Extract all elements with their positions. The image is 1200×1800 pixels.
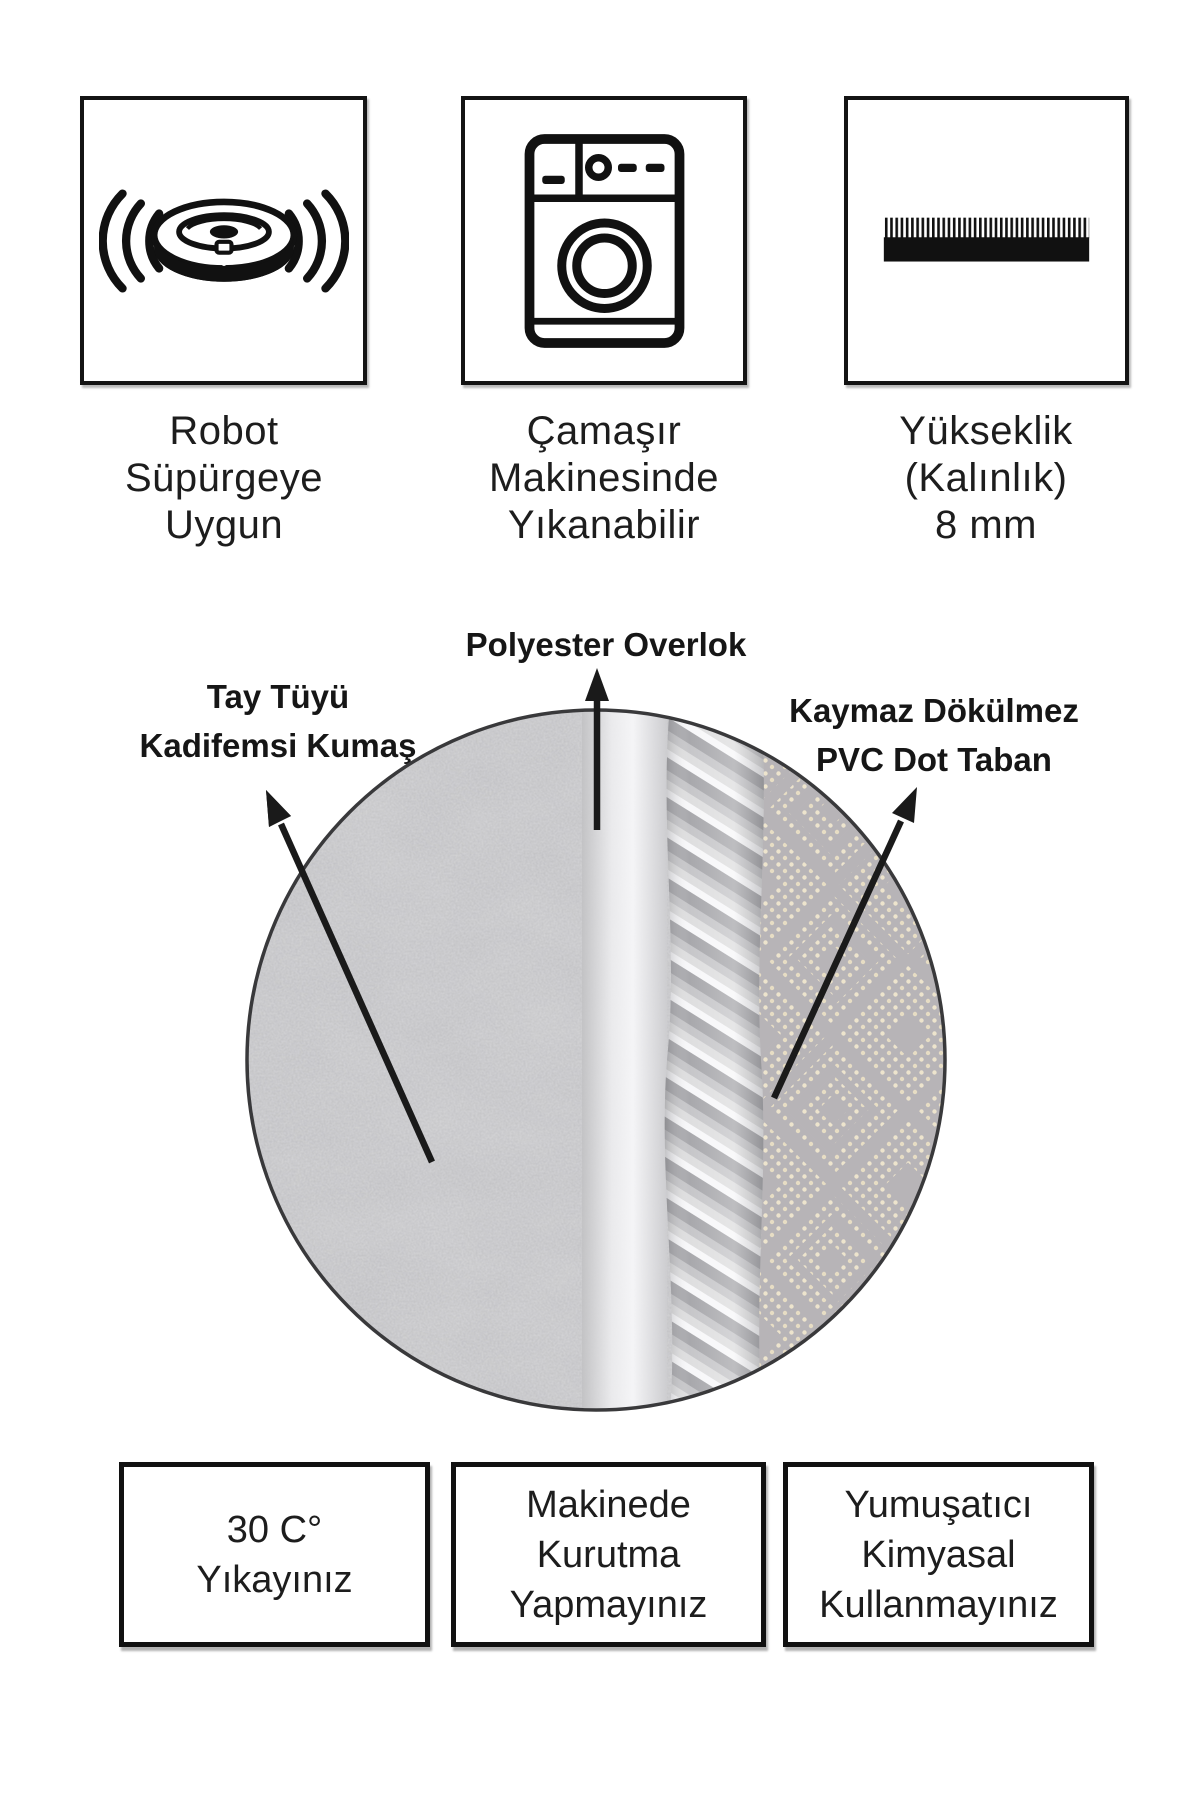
feature-label-line: 8 mm <box>935 503 1037 547</box>
annotation-line: Polyester Overlok <box>465 626 747 663</box>
care-line: Yumuşatıcı <box>844 1483 1033 1526</box>
washing-machine-icon <box>522 132 687 350</box>
signal-waves-right <box>288 193 344 288</box>
robot-vacuum-icon <box>99 162 349 320</box>
feature-label-line: (Kalınlık) <box>904 456 1068 500</box>
feature-label-line: Uygun <box>164 503 284 547</box>
annotation-line: PVC Dot Taban <box>816 741 1052 778</box>
signal-waves-left <box>102 193 158 288</box>
care-line: Yapmayınız <box>509 1583 708 1626</box>
care-line: Kimyasal <box>861 1533 1016 1576</box>
feature-box-machine-washable <box>461 96 747 385</box>
rug-closeup-photo <box>242 705 950 1415</box>
feature-label-machine-washable <box>434 408 774 549</box>
annotation-polyester-overlok <box>406 620 806 669</box>
annotation-line: Tay Tüyü <box>206 678 350 715</box>
pile-height-icon <box>874 213 1099 269</box>
feature-box-pile-height <box>844 96 1129 385</box>
feature-label-line: Yükseklik <box>899 409 1073 453</box>
feature-label-line: Makinesinde <box>488 456 720 500</box>
care-line: Kullanmayınız <box>819 1583 1058 1626</box>
care-line: Yıkayınız <box>196 1558 353 1601</box>
feature-label-pile-height <box>816 408 1156 549</box>
feature-label-line: Süpürgeye <box>125 456 323 500</box>
annotation-line: Kaymaz Dökülmez <box>789 692 1079 729</box>
annotation-line: Kadifemsi Kumaş <box>139 727 417 764</box>
detergent-drawer <box>542 175 565 183</box>
feature-label-line: Yıkanabilir <box>507 503 701 547</box>
carpet-pile-teeth <box>884 217 1089 238</box>
knob <box>588 157 608 177</box>
feature-label-line: Robot <box>169 409 279 453</box>
care-box-no-machine-drying <box>451 1462 766 1647</box>
feature-label-line: Çamaşır <box>526 409 682 453</box>
feature-box-robot-vacuum <box>80 96 367 385</box>
care-line: Makinede <box>526 1483 691 1526</box>
care-box-no-softener <box>783 1462 1094 1647</box>
carpet-base-bar <box>884 237 1089 261</box>
care-line: 30 C° <box>226 1508 323 1551</box>
feature-label-robot-vacuum <box>54 408 394 549</box>
care-box-wash-30c <box>119 1462 430 1647</box>
care-line: Kurutma <box>536 1533 681 1576</box>
robot-body <box>154 201 294 281</box>
